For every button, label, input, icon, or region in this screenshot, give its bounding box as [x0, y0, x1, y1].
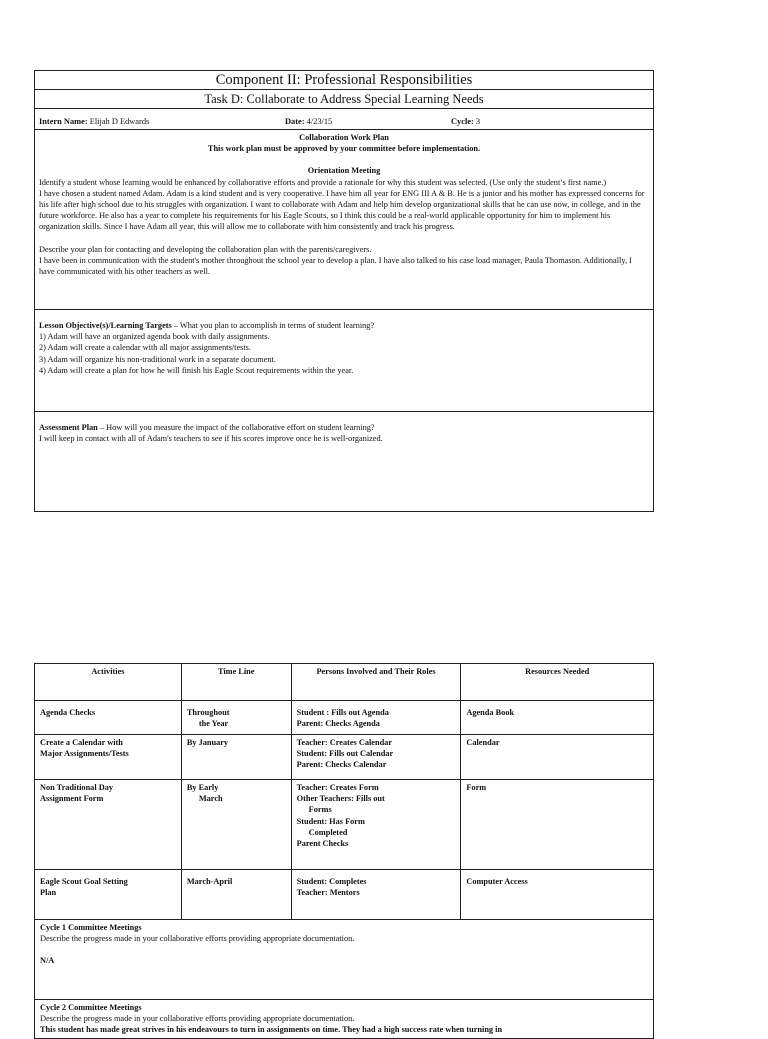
assessment-label: Assessment Plan: [39, 423, 98, 432]
table-row: [35, 870, 654, 920]
intern-name: [39, 117, 149, 126]
timeline-line: By January: [186, 738, 229, 747]
student-rationale: I have chosen a student named Adam. Adam is a kind student and is very cooperative. I have him all year for ENG III A & B. He is a junior and his mother has expressed concerns for his life after high school due to his struggles with organization. I want to collaborate with Adam and help him develop organizational skills that he can use now, in college, and in the future workforce. He also has a year to complete his requirements for his Eagle Scouts, so I think this could be a real-world applicable opportunity for him to implement his organization skills. Since I have Adam all year, this will allow me to collaborate with him consistently and track his progress.: [39, 188, 645, 232]
work-plan-subtitle: This work plan must be approved by your committee before implementation.: [207, 144, 481, 154]
timeline-cell: [181, 735, 291, 780]
activity-line: Assignment Form: [40, 794, 104, 804]
persons-line: Completed: [308, 827, 348, 837]
parent-contact-answer: I have been in communication with the student's mother throughout the school year to develop a plan. I have also talked to his case load manager, Paula Thomason. Additionally, I have communicated with his other teachers as well.: [39, 255, 632, 277]
persons-cell: [291, 780, 461, 870]
assessment-answer: I will keep in contact with all of Adam's teachers to see if his scores improve once he is well-organized.: [39, 434, 383, 444]
timeline-line: Throughout: [186, 708, 230, 717]
activities-table: [34, 663, 654, 1039]
persons-cell: [291, 735, 461, 780]
component-title: Component II: Professional Responsibilities: [35, 71, 653, 90]
activity-cell: [35, 780, 182, 870]
persons-cell: [291, 701, 461, 735]
objectives-prompt: – What you plan to accomplish in terms of student learning?: [171, 321, 375, 330]
persons-line: Student: Has Form: [296, 816, 365, 826]
objective-item: 3) Adam will organize his non-traditional work in a separate document.: [39, 354, 276, 364]
persons-line: Other Teachers: Fills out: [296, 794, 385, 804]
table-header-row: [35, 664, 654, 701]
persons-cell: [291, 870, 461, 920]
work-plan-title: Collaboration Work Plan: [299, 133, 389, 142]
activity-line: Major Assignments/Tests: [40, 749, 129, 759]
activity-line: Plan: [40, 888, 57, 898]
cycle2-answer: This student has made great strives in his endeavours to turn in assignments on time. They had a high success rate when turning in: [40, 1025, 503, 1035]
objective-item: 2) Adam will create a calendar with all major assignments/tests.: [39, 343, 251, 353]
objectives-heading: [39, 320, 649, 331]
persons-line: Student: Fills out Calendar: [296, 749, 394, 759]
timeline-line: the Year: [198, 719, 229, 729]
table-row: [35, 735, 654, 780]
cycle1-cell: [35, 920, 654, 1000]
activity-cell: [35, 701, 182, 735]
cycle1-heading: Cycle 1 Committee Meetings: [40, 923, 142, 932]
persons-line: Student : Fills out Agenda: [296, 708, 389, 717]
assessment-prompt: – How will you measure the impact of the collaborative effort on student learning?: [97, 423, 375, 432]
objective-item: 4) Adam will create a plan for how he will finish his Eagle Scout requirements within the year.: [39, 365, 354, 375]
intern-name-value: Elijah D Edwards: [87, 117, 150, 126]
persons-line: Teacher: Creates Calendar: [296, 738, 393, 747]
persons-line: Parent: Checks Agenda: [296, 719, 380, 729]
activity-cell: [35, 870, 182, 920]
collaboration-form: [34, 70, 654, 512]
column-header-timeline: Time Line: [181, 664, 291, 701]
column-header-persons: Persons Involved and Their Roles: [291, 664, 461, 701]
work-plan-section: [35, 130, 653, 310]
activity-line: Create a Calendar with: [40, 738, 123, 747]
table-row: [35, 780, 654, 870]
timeline-cell: [181, 701, 291, 735]
resources-cell: [461, 701, 654, 735]
table-row: [35, 701, 654, 735]
assessment-heading: [39, 422, 649, 433]
column-header-resources: Resources Needed: [461, 664, 654, 701]
student-prompt: Identify a student whose learning would be enhanced by collaborative efforts and provide a rationale for why this student was selected. (Use only the student’s first name.): [39, 177, 607, 187]
column-header-activities: Activities: [35, 664, 182, 701]
resources-cell: [461, 735, 654, 780]
cycle-value: 3: [473, 117, 481, 126]
resources-line: Calendar: [466, 738, 500, 747]
cycle2-prompt: Describe the progress made in your collaborative efforts providing appropriate documentation.: [40, 1014, 355, 1024]
cycle-field: [451, 117, 480, 126]
cycle1-row: [35, 920, 654, 1000]
persons-line: Forms: [308, 805, 332, 815]
activity-line: Agenda Checks: [40, 708, 96, 717]
activity-line: Eagle Scout Goal Setting: [40, 877, 128, 886]
timeline-line: By Early: [186, 783, 219, 792]
parent-contact-prompt: Describe your plan for contacting and developing the collaboration plan with the parents/caregivers.: [39, 244, 372, 254]
intern-name-label: Intern Name:: [39, 117, 88, 126]
persons-line: Teacher: Creates Form: [296, 783, 379, 792]
cycle2-cell: [35, 1000, 654, 1039]
activity-line: Non Traditional Day: [40, 783, 113, 792]
task-title: Task D: Collaborate to Address Special Learning Needs: [35, 90, 653, 109]
activity-cell: [35, 735, 182, 780]
objectives-section: [35, 310, 653, 412]
resources-line: Form: [466, 783, 487, 792]
date-label: Date:: [285, 117, 305, 126]
timeline-line: March: [198, 794, 223, 804]
cycle-label: Cycle:: [451, 117, 474, 126]
cycle2-heading: Cycle 2 Committee Meetings: [40, 1003, 142, 1012]
resources-line: Computer Access: [466, 877, 528, 886]
persons-line: Teacher: Mentors: [296, 888, 360, 898]
objective-item: 1) Adam will have an organized agenda book with daily assignments.: [39, 332, 270, 342]
orientation-heading: Orientation Meeting: [307, 166, 381, 176]
timeline-cell: [181, 870, 291, 920]
cycle1-prompt: Describe the progress made in your collaborative efforts providing appropriate documentation.: [40, 934, 355, 944]
persons-line: Parent Checks: [296, 839, 349, 849]
assessment-section: [35, 412, 653, 511]
resources-line: Agenda Book: [466, 708, 515, 717]
resources-cell: [461, 870, 654, 920]
timeline-cell: [181, 780, 291, 870]
cycle1-answer: N/A: [40, 956, 55, 966]
intern-info-row: [35, 109, 653, 130]
cycle2-row: [35, 1000, 654, 1039]
date-field: [285, 117, 332, 126]
persons-line: Parent: Checks Calendar: [296, 760, 387, 770]
resources-cell: [461, 780, 654, 870]
objectives-label: Lesson Objective(s)/Learning Targets: [39, 321, 172, 330]
timeline-line: March-April: [186, 877, 233, 886]
persons-line: Student: Completes: [296, 877, 367, 886]
date-value: 4/23/15: [304, 117, 333, 126]
